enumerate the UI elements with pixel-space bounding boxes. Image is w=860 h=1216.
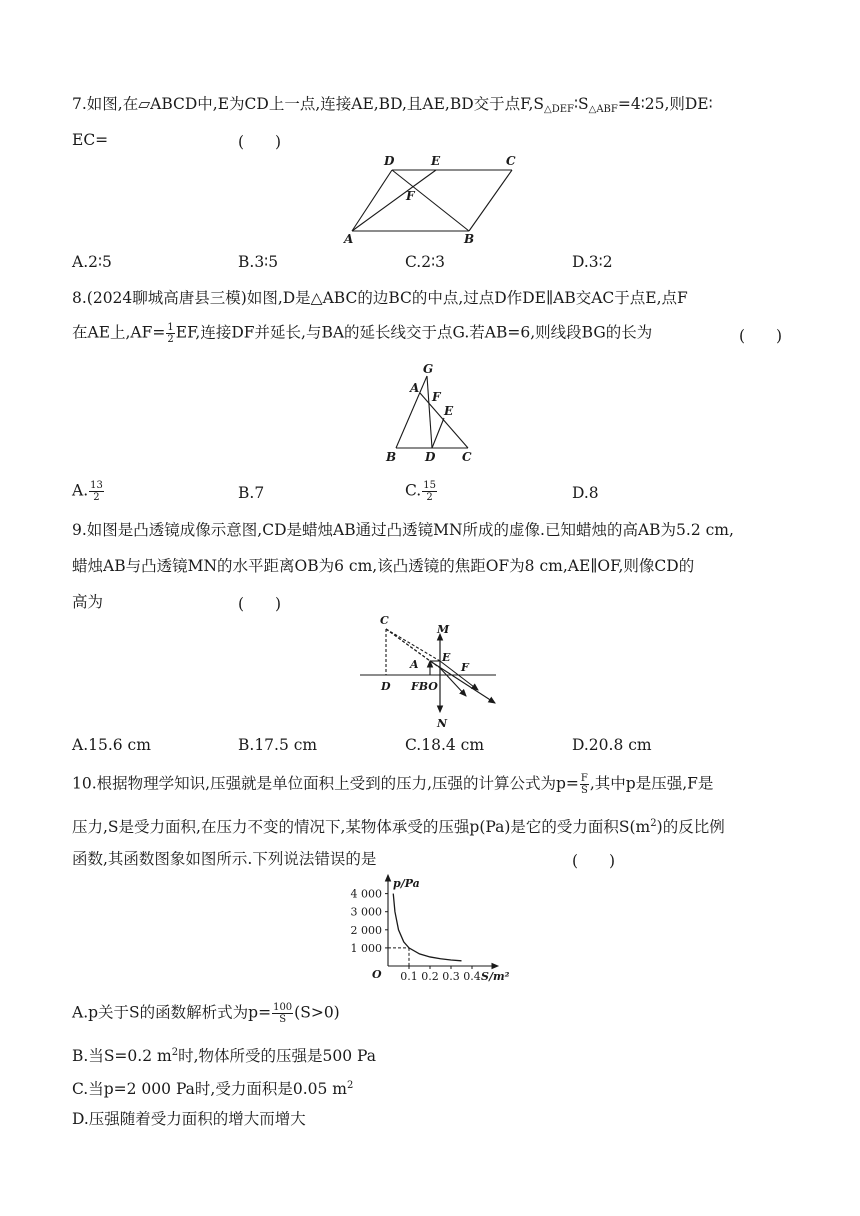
q9-label-D: D [381,680,391,693]
q9-option-d[interactable]: D.20.8 cm [572,736,652,754]
q9-label-C: C [380,614,389,627]
q7-label-A: A [344,232,354,246]
q8-answer-paren: ( ) [739,327,783,345]
x-tick-label: 0.1 [400,970,418,983]
q7-option-a[interactable]: A.2∶5 [72,253,112,271]
q8-option-b[interactable]: B.7 [238,484,265,502]
x-tick-label: 0.3 [442,970,460,983]
q9-option-b[interactable]: B.17.5 cm [238,736,318,754]
q7-answer-paren: ( ) [238,133,282,151]
q9-option-a[interactable]: A.15.6 cm [72,736,151,754]
q7-line2: EC= [72,131,109,149]
q8-label-C: C [462,450,472,464]
q8-label-B: B [386,450,397,464]
x-tick-label: 0.4 [463,970,481,983]
q8-label-F: F [432,390,441,404]
q7-label-F: F [406,189,415,203]
q9-option-c[interactable]: C.18.4 cm [405,736,485,754]
q10-line2: 压力,S是受力面积,在压力不变的情况下,某物体承受的压强p(Pa)是它的受力面积$S(m^2)$的反比例 [72,818,725,836]
q8-label-A: A [410,381,420,395]
q10-option-c[interactable]: C.当p=2 000 Pa时,受力面积是0.05 $m^2$ [72,1080,354,1098]
q9-label-M: M [437,623,450,636]
q10-option-a[interactable]: A.p关于S的函数解析式为p= $\frac{100}{S}$ (S>0) [72,1002,340,1025]
q7-line1: 7.如图,在▱ABCD中,E为CD上一点,连接AE,BD,且AE,BD交于点$F,S_{\triangle DEF}∶S_{\triangle ABF}=4∶25$,则DE∶ [72,95,713,115]
q9-line2: 蜡烛AB与凸透镜MN的水平距离OB为6 cm,该凸透镜的焦距OF为8 cm,AE∥OF,则像CD的 [72,557,695,575]
q9-label-FBO: FBO [411,680,438,693]
chart-xlabel: S/m² [481,970,510,983]
q7-option-b[interactable]: B.3∶5 [238,253,279,271]
q10-answer-paren: ( ) [572,852,616,870]
q7-label-D: D [384,154,395,168]
q10-option-b[interactable]: B.当S=0.2 $m^2$时,物体所受的压强是500 Pa [72,1047,376,1065]
q10-option-d[interactable]: D.压强随着受力面积的增大而增大 [72,1110,306,1128]
q10-line1: 10.根据物理学知识,压强就是单位面积上受到的压力,压强的计算公式为p= $\frac{F}{S}$ ,其中p是压强,F是 [72,773,714,796]
q8-line1: 8.(2024聊城高唐县三模)如图,D是△ABC的边BC的中点,过点D作DE∥AB交AC于点E,点F [72,289,688,307]
q8-label-E: E [444,404,454,418]
x-tick-label: 0.2 [421,970,439,983]
q8-option-c[interactable]: C. $\frac{15}{2}$ [405,480,436,503]
q9-label-A: A [410,658,419,671]
q8-option-a[interactable]: A. $\frac{13}{2}$ [72,480,103,503]
chart-origin: O [372,968,382,981]
q7-option-d[interactable]: D.3∶2 [572,253,613,271]
q7-label-B: B [464,232,475,246]
y-tick-label: 3 000 [350,905,382,919]
q9-label-E: E [442,651,451,664]
q8-option-d[interactable]: D.8 [572,484,599,502]
q7-label-C: C [506,154,516,168]
q8-line2: 在AE上,AF= $\frac{1}{2}$ EF,连接DF并延长,与BA的延长线交于点G.若AB=6,则线段BG的长为 [72,322,653,345]
chart-ylabel: p/Pa [393,877,420,890]
curve-series-line [393,894,461,961]
q9-line3: 高为 [72,593,104,611]
y-tick-label: 1 000 [350,941,382,955]
q8-label-D: D [425,450,436,464]
q9-label-F: F [461,661,469,674]
q7-option-c[interactable]: C.2∶3 [405,253,445,271]
q9-line1: 9.如图是凸透镜成像示意图,CD是蜡烛AB通过凸透镜MN所成的虚像.已知蜡烛的高AB为5.2 cm, [72,521,734,539]
y-tick-label: 2 000 [350,923,382,937]
q7-label-E: E [431,154,441,168]
q10-line3: 函数,其函数图象如图所示.下列说法错误的是 [72,850,377,868]
q9-answer-paren: ( ) [238,595,282,613]
y-tick-label: 4 000 [350,887,382,901]
q9-label-N: N [437,717,448,730]
q8-label-G: G [423,362,434,376]
